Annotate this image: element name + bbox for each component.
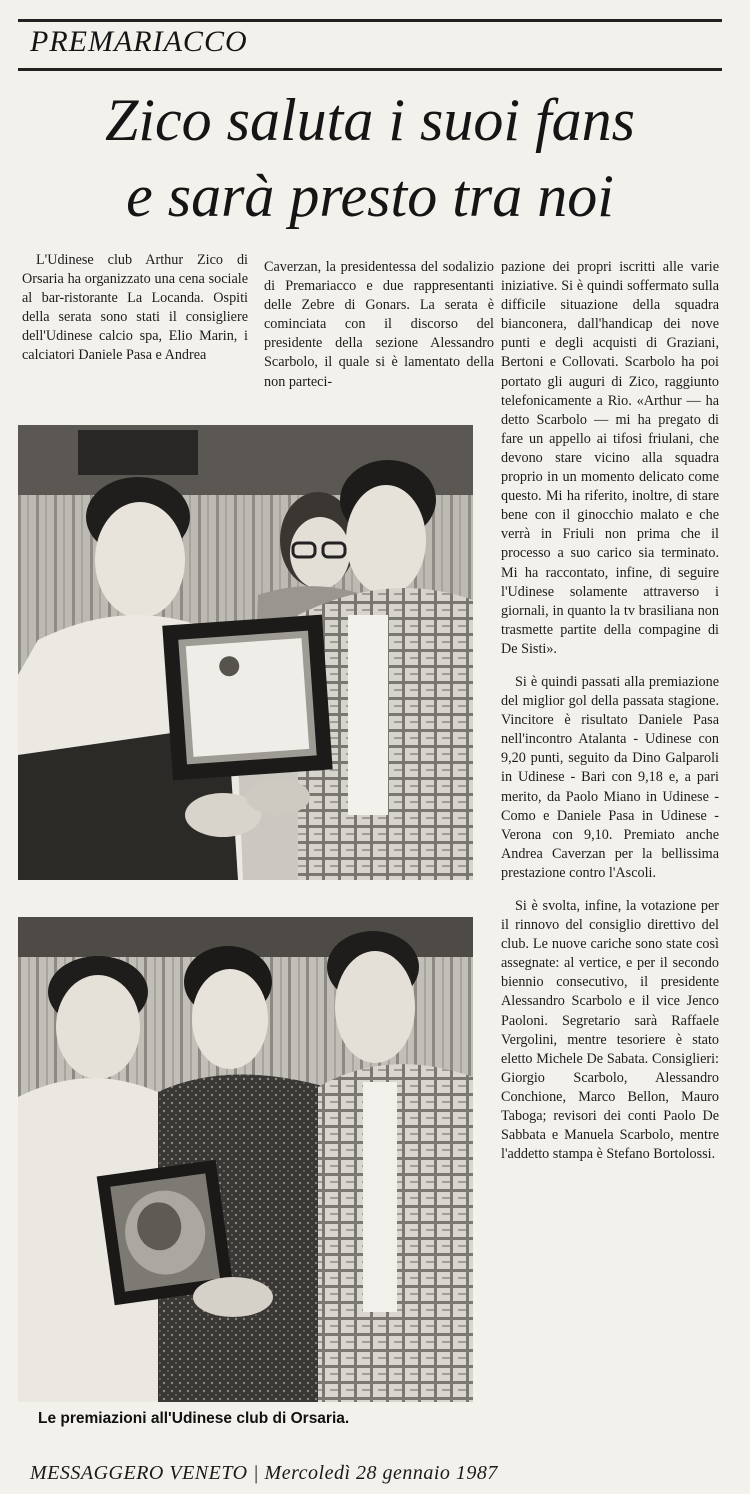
photo-trophy-group-image [18, 917, 473, 1402]
article-column-1 [22, 251, 248, 366]
photo-award-handover-image [18, 425, 473, 880]
article-column-2 [264, 258, 494, 392]
masthead-footer: MESSAGGERO VENETO | Mercoledì 28 gennaio 1987 [30, 1462, 498, 1484]
paragraph: L'Udinese club Arthur Zico di Orsaria ha organizzato una cena sociale al bar-ristorante La Locanda. Ospiti della serata sono stati il consigliere dell'Udinese calcio spa, Elio Marin, i calciatori Daniele Pasa e Andrea [22, 252, 248, 364]
headline [18, 82, 722, 234]
headline-line-2: e sarà presto tra noi [126, 163, 614, 229]
paragraph: pazione dei propri iscritti alle varie iniziative. Si è quindi soffermato sulla difficile situazione della squadra bianconera, dall'handicap dei nove punti e degli acquisti di Graziani, Bertoni e Collovati. Scarbolo ha poi portato gli auguri di Zico, raggiunto telefonicamente a Rio. «Arthur — ha detto Scarbolo — mi ha pregato di fare un appello ai tifosi friulani, che devono stare vicino alla squadra proprio in un momento delicato come questo. Mi ha riferito, inoltre, di stare bene con il ginocchio malato e che verrà in Friuli non prima che il processo a suo carico sia terminato. Mi ha raccontato, infine, di seguire l'Udinese solamente attraverso i giornali, in quanto la tv brasiliana non trasmette partite della compagine di De Sisti». [501, 259, 719, 657]
article-column-3 [501, 258, 719, 1164]
paragraph: Si è quindi passati alla premiazione del miglior gol della passata stagione. Vincitore è risultato Daniele Pasa nell'incontro Atalanta - Udinese con 9,20 punti, seguito da Dino Galparoli in Udinese - Bari con 9,18 e, a pari merito, da Paolo Miano in Udinese - Como e Daniele Pasa in Udinese -Verona con 9,10. Premiato anche Andrea Caverzan per la bellissima prestazione contro l'Ascoli. [501, 673, 719, 881]
paragraph: Si è svolta, infine, la votazione per il rinnovo del consiglio direttivo del club. Le nuove cariche sono state così assegnate: al vertice, e per il secondo biennio consecutivo, il presidente Alessandro Scarbolo e il vice Jenco Paoloni. Segretario sarà Raffaele Vergolini, mentre tesoriere è stato eletto Michele De Sabata. Consiglieri: Giorgio Scarbolo, Alessandro Conchione, Marco Bellon, Mauro Taboga; revisori dei conti Paolo De Sabbata e Manuela Scarbolo, mentre l'addetto stampa è Stefano Bortolossi. [501, 898, 719, 1163]
section-label: PREMARIACCO [30, 25, 248, 58]
photo-caption: Le premiazioni all'Udinese club di Orsaria. [38, 1410, 350, 1427]
headline-line-1: Zico saluta i suoi fans [104, 87, 636, 153]
paragraph: Caverzan, la presidentessa del sodalizio di Premariacco e due rappresentanti delle Zebre di Gonars. La serata è cominciata con il discorso del presidente della sezione Alessandro Scarbolo, il quale si è lamentato della non parteci- [264, 259, 494, 390]
photo-trophy-group [18, 917, 473, 1402]
section-rule [18, 68, 722, 71]
photo-award-handover [18, 425, 473, 880]
